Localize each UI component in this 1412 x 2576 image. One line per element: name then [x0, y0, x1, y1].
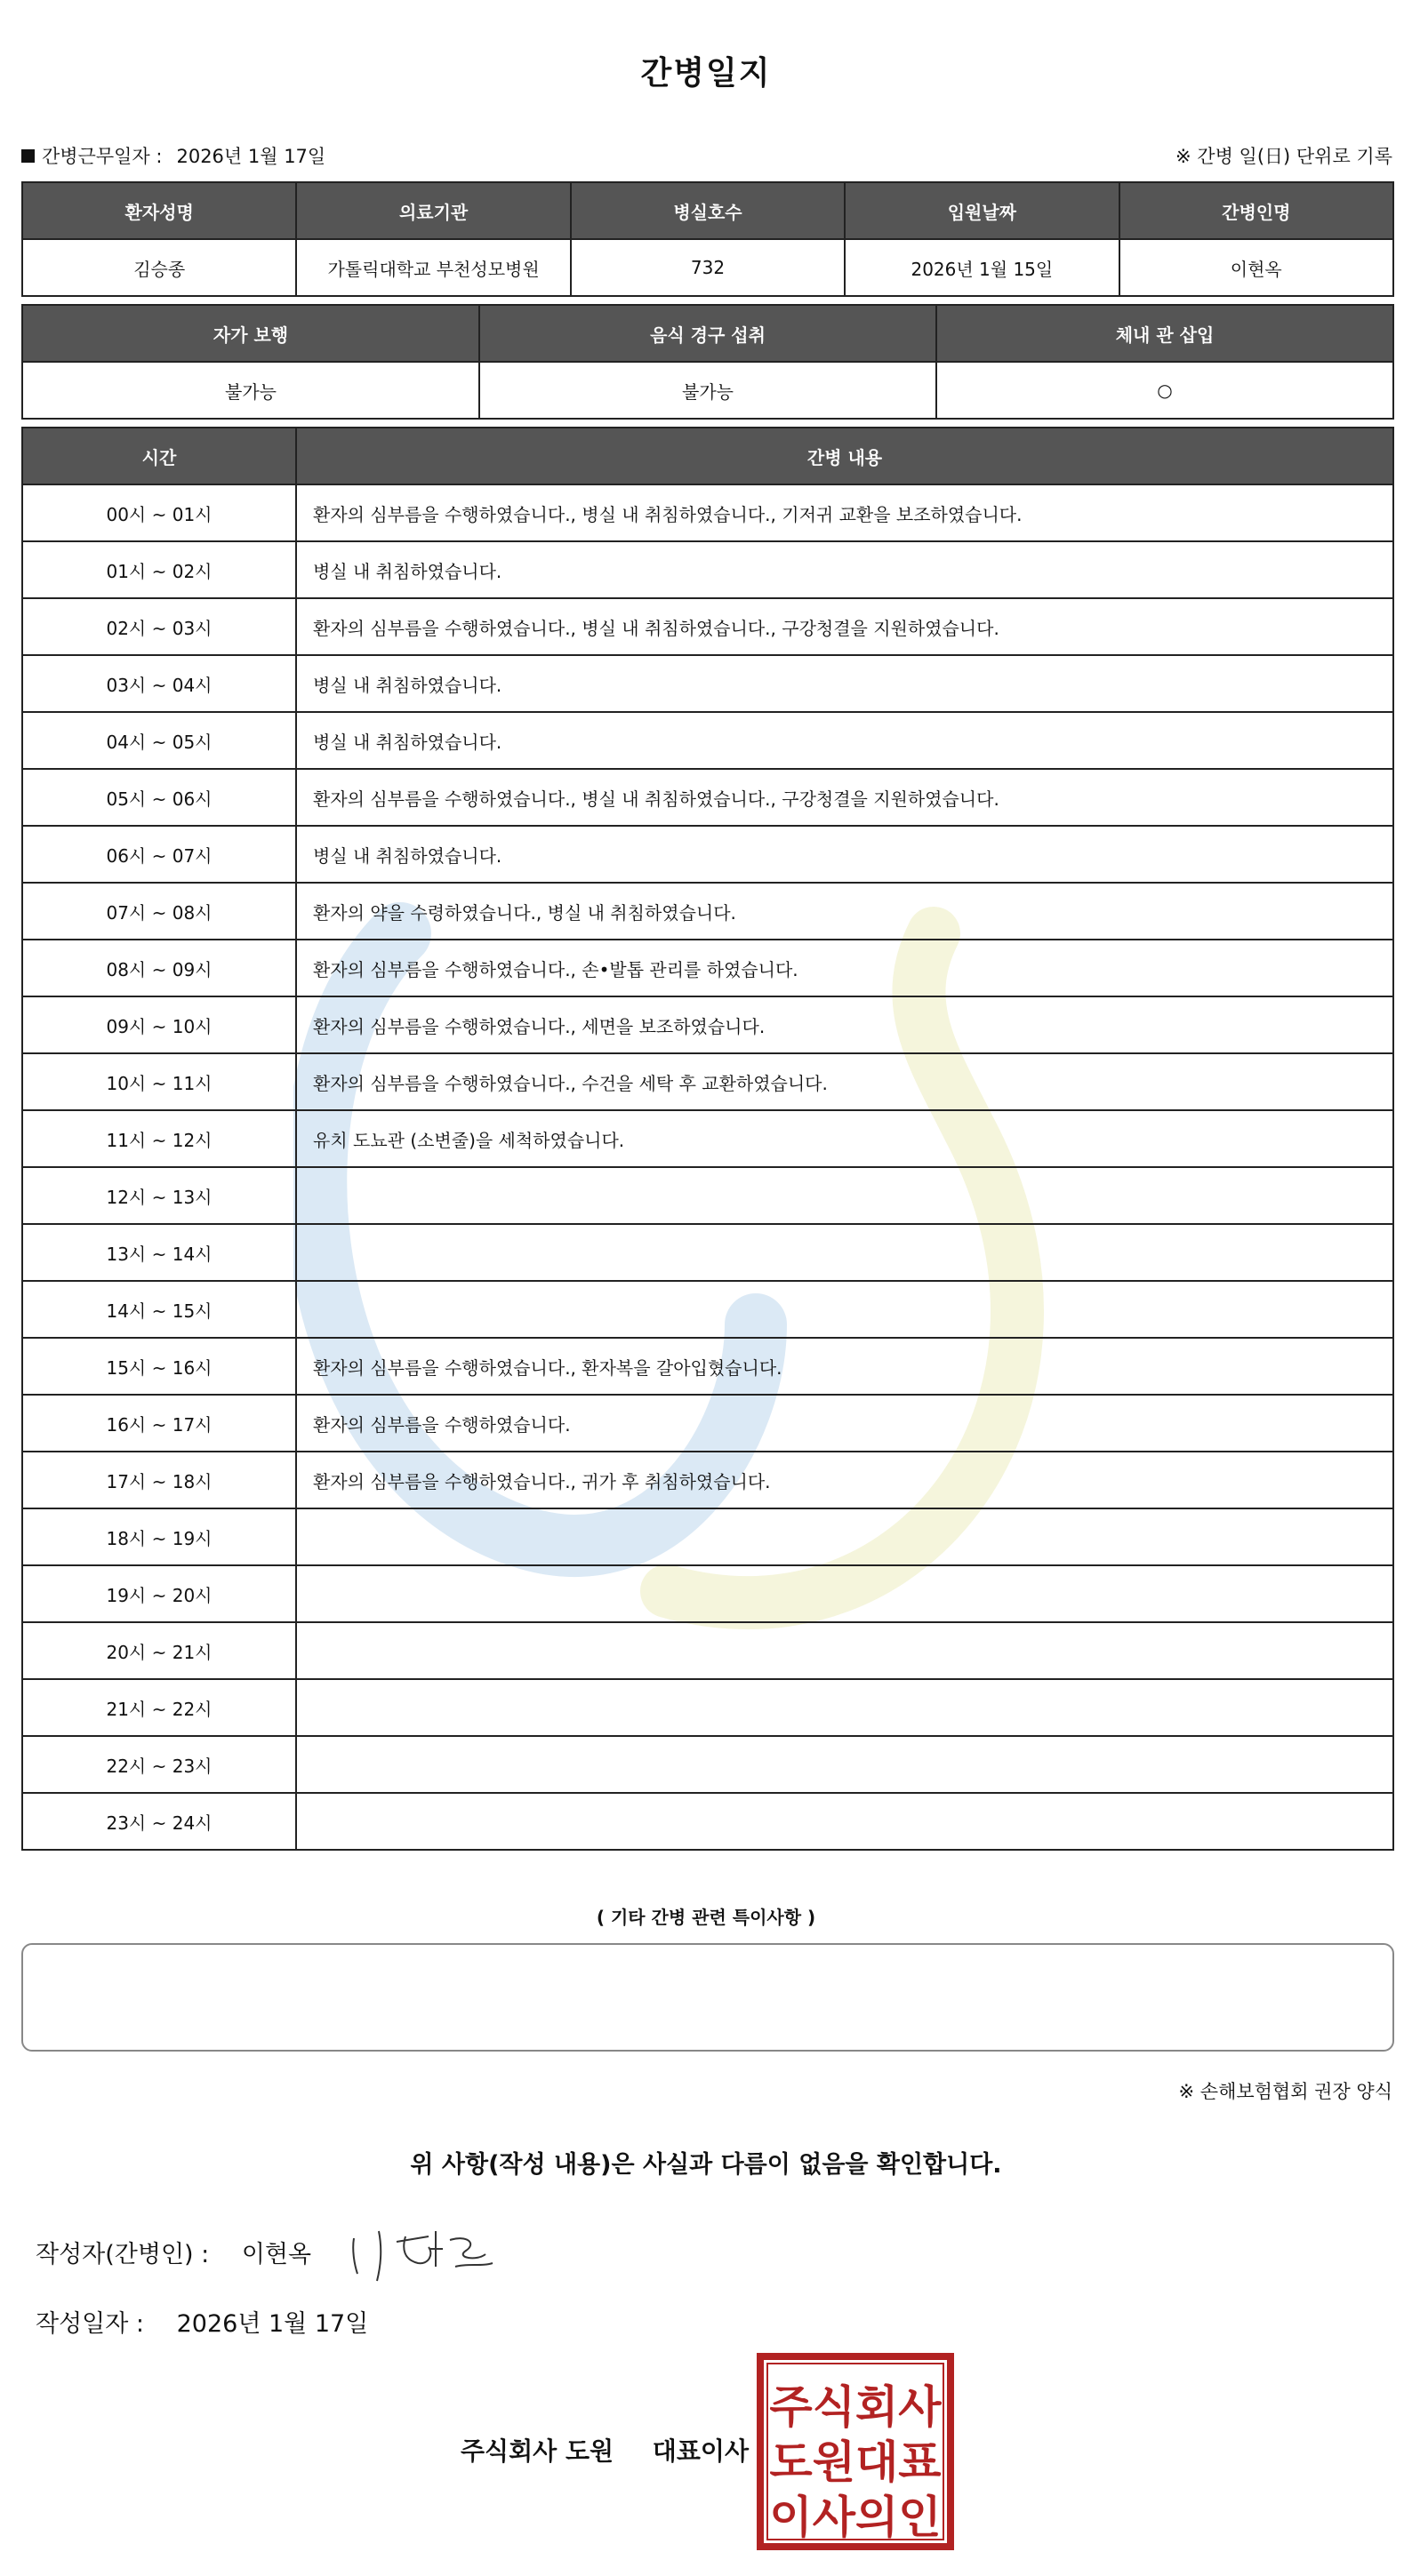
handwritten-signature: [343, 2222, 503, 2284]
care-content-cell: 환자의 심부름을 수행하였습니다., 병실 내 취침하였습니다., 구강청결을 지원하였습니다.: [296, 769, 1393, 826]
table-row: [22, 1452, 1393, 1508]
time-cell: 22시 ~ 23시: [22, 1736, 296, 1793]
confirmation-statement: 위 사항(작성 내용)은 사실과 다름이 없음을 확인합니다.: [410, 2151, 1002, 2179]
table-row: [22, 1679, 1393, 1736]
seal-line-1: 주식회사: [769, 2381, 942, 2433]
care-content-cell: [296, 1167, 1393, 1224]
care-content-cell: [296, 1679, 1393, 1736]
table-row: [22, 1281, 1393, 1338]
table-row: [22, 598, 1393, 655]
written-date-line: [36, 2304, 368, 2339]
patient-status-table: [21, 304, 1394, 420]
duty-date-value: 2026년 1월 17일: [176, 146, 326, 167]
time-cell: 00시 ~ 01시: [22, 484, 296, 541]
admission-date-header: 입원날짜: [845, 182, 1119, 239]
notes-box: [21, 1943, 1394, 2052]
written-date-value: 2026년 1월 17일: [176, 2310, 369, 2338]
time-cell: 18시 ~ 19시: [22, 1508, 296, 1565]
care-content-cell: 병실 내 취침하였습니다.: [296, 826, 1393, 883]
time-cell: 02시 ~ 03시: [22, 598, 296, 655]
time-cell: 04시 ~ 05시: [22, 712, 296, 769]
time-cell: 12시 ~ 13시: [22, 1167, 296, 1224]
care-content-cell: 환자의 약을 수령하였습니다., 병실 내 취침하였습니다.: [296, 883, 1393, 940]
time-cell: 20시 ~ 21시: [22, 1622, 296, 1679]
table-row: [22, 1395, 1393, 1452]
time-cell: 10시 ~ 11시: [22, 1053, 296, 1110]
table-row: [22, 1167, 1393, 1224]
seal-line-2: 도원대표: [769, 2436, 942, 2488]
company-representative: 대표이사: [652, 2436, 749, 2466]
admission-date-value: 2026년 1월 15일: [845, 239, 1119, 296]
time-cell: 14시 ~ 15시: [22, 1281, 296, 1338]
care-content-cell: 환자의 심부름을 수행하였습니다., 수건을 세탁 후 교환하였습니다.: [296, 1053, 1393, 1110]
document-title: 간병일지: [640, 55, 772, 92]
care-log-body: [22, 484, 1393, 1850]
duty-date: [21, 142, 325, 169]
table-row: [22, 1110, 1393, 1167]
table-row: [22, 655, 1393, 712]
care-content-cell: 환자의 심부름을 수행하였습니다., 손•발톱 관리를 하였습니다.: [296, 940, 1393, 996]
time-cell: 16시 ~ 17시: [22, 1395, 296, 1452]
time-cell: 07시 ~ 08시: [22, 883, 296, 940]
hospital-value: 가톨릭대학교 부천성모병원: [296, 239, 570, 296]
time-cell: 11시 ~ 12시: [22, 1110, 296, 1167]
time-cell: 08시 ~ 09시: [22, 940, 296, 996]
care-content-cell: [296, 1224, 1393, 1281]
caregiver-name-value: 이현옥: [1119, 239, 1393, 296]
table-row: [22, 883, 1393, 940]
care-content-cell: 병실 내 취침하였습니다.: [296, 541, 1393, 598]
care-content-cell: 환자의 심부름을 수행하였습니다., 귀가 후 취침하였습니다.: [296, 1452, 1393, 1508]
patient-name-value: 김승종: [22, 239, 296, 296]
self-walking-header: 자가 보행: [22, 305, 479, 362]
care-content-cell: 환자의 심부름을 수행하였습니다., 환자복을 갈아입혔습니다.: [296, 1338, 1393, 1395]
time-cell: 13시 ~ 14시: [22, 1224, 296, 1281]
table-row: [22, 541, 1393, 598]
table-row: [22, 1053, 1393, 1110]
patient-name-header: 환자성명: [22, 182, 296, 239]
table-row: [22, 940, 1393, 996]
care-content-header: 간병 내용: [296, 428, 1393, 484]
table-row: [22, 1736, 1393, 1793]
care-content-cell: [296, 1508, 1393, 1565]
time-header: 시간: [22, 428, 296, 484]
care-content-cell: [296, 1281, 1393, 1338]
time-cell: 15시 ~ 16시: [22, 1338, 296, 1395]
table-row: [22, 1622, 1393, 1679]
square-bullet-icon: [21, 149, 35, 163]
time-cell: 19시 ~ 20시: [22, 1565, 296, 1622]
table-row: [22, 484, 1393, 541]
care-content-cell: 병실 내 취침하였습니다.: [296, 712, 1393, 769]
company-seal: [755, 2351, 956, 2552]
hospital-header: 의료기관: [296, 182, 570, 239]
duty-date-label: 간병근무일자 :: [42, 146, 163, 167]
table-row: [22, 826, 1393, 883]
table-row: [22, 712, 1393, 769]
care-content-cell: 유치 도뇨관 (소변줄)을 세척하였습니다.: [296, 1110, 1393, 1167]
room-number-header: 병실호수: [571, 182, 845, 239]
time-cell: 17시 ~ 18시: [22, 1452, 296, 1508]
self-walking-value: 불가능: [22, 362, 479, 419]
care-content-cell: 환자의 심부름을 수행하였습니다.: [296, 1395, 1393, 1452]
writer-name: 이현옥: [241, 2241, 312, 2268]
time-cell: 01시 ~ 02시: [22, 541, 296, 598]
notes-title: ( 기타 간병 관련 특이사항 ): [596, 1907, 816, 1928]
room-number-value: 732: [571, 239, 845, 296]
care-log-table: [21, 427, 1394, 1851]
tube-insertion-header: 체내 관 삽입: [936, 305, 1393, 362]
seal-line-3: 이사의인: [769, 2492, 942, 2543]
time-cell: 03시 ~ 04시: [22, 655, 296, 712]
company-line: [461, 2432, 749, 2468]
time-cell: 06시 ~ 07시: [22, 826, 296, 883]
writer-line: [36, 2235, 311, 2269]
time-cell: 05시 ~ 06시: [22, 769, 296, 826]
table-row: [22, 769, 1393, 826]
table-row: [22, 1508, 1393, 1565]
time-cell: 21시 ~ 22시: [22, 1679, 296, 1736]
care-content-cell: 환자의 심부름을 수행하였습니다., 병실 내 취침하였습니다., 구강청결을 지원하였습니다.: [296, 598, 1393, 655]
company-name: 주식회사 도원: [461, 2436, 614, 2466]
care-content-cell: [296, 1793, 1393, 1850]
care-content-cell: [296, 1736, 1393, 1793]
table-row: [22, 1565, 1393, 1622]
record-note: ※ 간병 일(日) 단위로 기록: [1175, 146, 1392, 167]
time-cell: 09시 ~ 10시: [22, 996, 296, 1053]
care-content-cell: 환자의 심부름을 수행하였습니다., 세면을 보조하였습니다.: [296, 996, 1393, 1053]
table-row: [22, 996, 1393, 1053]
care-content-cell: 환자의 심부름을 수행하였습니다., 병실 내 취침하였습니다., 기저귀 교환을 보조하였습니다.: [296, 484, 1393, 541]
footnote: ※ 손해보험협회 권장 양식: [1178, 2081, 1392, 2102]
caregiver-name-header: 간병인명: [1119, 182, 1393, 239]
written-date-label: 작성일자 :: [36, 2310, 145, 2338]
tube-insertion-value: ○: [936, 362, 1393, 419]
oral-intake-header: 음식 경구 섭취: [479, 305, 936, 362]
table-row: [22, 1338, 1393, 1395]
care-content-cell: 병실 내 취침하였습니다.: [296, 655, 1393, 712]
table-row: [22, 1793, 1393, 1850]
care-content-cell: [296, 1622, 1393, 1679]
time-cell: 23시 ~ 24시: [22, 1793, 296, 1850]
table-row: [22, 1224, 1393, 1281]
patient-info-table: [21, 181, 1394, 297]
writer-label: 작성자(간병인) :: [36, 2241, 210, 2268]
oral-intake-value: 불가능: [479, 362, 936, 419]
care-content-cell: [296, 1565, 1393, 1622]
header-row: [21, 139, 1392, 171]
